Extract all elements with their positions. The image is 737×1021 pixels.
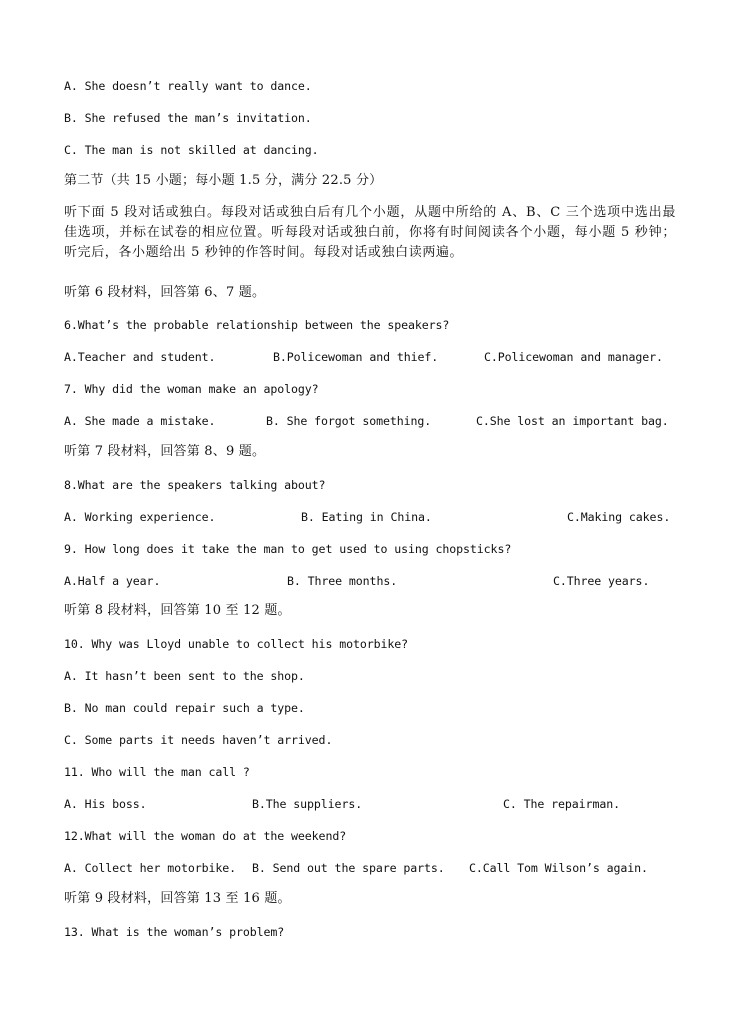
option-b: B.Policewoman and thief. — [273, 350, 439, 364]
option-b: B. Three months. — [287, 574, 398, 588]
option-b: B. Send out the spare parts. — [252, 861, 445, 875]
option-a: A. Collect her motorbike. — [64, 861, 237, 875]
question-stem: 9. How long does it take the man to get used to using chopsticks? — [64, 542, 512, 556]
option-a: A. She made a mistake. — [64, 414, 216, 428]
option-a: A. It hasn’t been sent to the shop. — [64, 669, 305, 683]
option-c: C.She lost an important bag. — [476, 414, 669, 428]
group-heading: 听第 9 段材料，回答第 13 至 16 题。 — [64, 891, 291, 906]
option-b: B. She refused the man’s invitation. — [64, 111, 312, 125]
option-b: B. No man could repair such a type. — [64, 701, 305, 715]
question-stem: 13. What is the woman’s problem? — [64, 925, 285, 939]
group-heading: 听第 7 段材料，回答第 8、9 题。 — [64, 444, 266, 459]
group-heading: 听第 6 段材料，回答第 6、7 题。 — [64, 285, 266, 300]
option-a: A.Teacher and student. — [64, 350, 216, 364]
question-stem: 11. Who will the man call ? — [64, 765, 250, 779]
section-title: 第二节（共 15 小题；每小题 1.5 分，满分 22.5 分） — [64, 173, 383, 188]
option-a: A. Working experience. — [64, 510, 216, 524]
option-c: C.Three years. — [553, 574, 650, 588]
option-b: B. Eating in China. — [301, 510, 432, 524]
question-stem: 6.What’s the probable relationship between the speakers? — [64, 318, 450, 332]
question-stem: 7. Why did the woman make an apology? — [64, 382, 319, 396]
option-b: B.The suppliers. — [252, 797, 363, 811]
section-instructions: 听下面 5 段对话或独白。每段对话或独白后有几个小题，从题中所给的 A、B、C 三个选项中选出最佳选项，并标在试卷的相应位置。听每段对话或独白前，你将有时间阅读各个小题，每小题 5 秒钟；听完后，各小题给出 5 秒钟的作答时间。每段对话或独白读两遍。 — [64, 205, 676, 260]
option-a: A.Half a year. — [64, 574, 161, 588]
option-c: C. Some parts it needs haven’t arrived. — [64, 733, 333, 747]
option-a: A. His boss. — [64, 797, 147, 811]
option-c: C.Call Tom Wilson’s again. — [469, 861, 648, 875]
option-a: A. She doesn’t really want to dance. — [64, 79, 312, 93]
group-heading: 听第 8 段材料，回答第 10 至 12 题。 — [64, 603, 291, 618]
option-c: C. The man is not skilled at dancing. — [64, 143, 319, 157]
option-c: C.Making cakes. — [567, 510, 671, 524]
option-c: C. The repairman. — [503, 797, 620, 811]
question-stem: 10. Why was Lloyd unable to collect his motorbike? — [64, 637, 409, 651]
question-stem: 12.What will the woman do at the weekend? — [64, 829, 347, 843]
question-stem: 8.What are the speakers talking about? — [64, 478, 326, 492]
option-c: C.Policewoman and manager. — [484, 350, 663, 364]
option-b: B. She forgot something. — [266, 414, 432, 428]
